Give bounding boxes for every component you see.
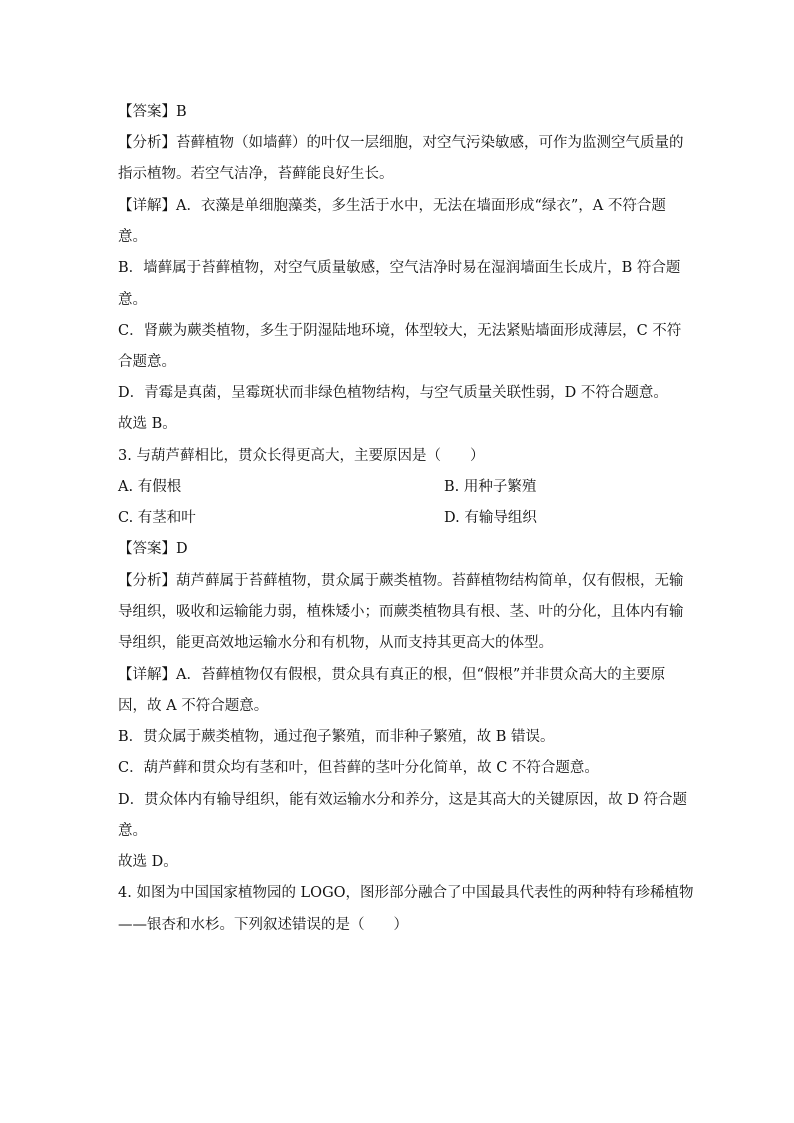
question-4-stem-line2: ——银杏和水杉。下列叙述错误的是（ ） — [118, 917, 408, 933]
detail-q2-c-line2: 合题意。 — [118, 354, 176, 370]
detail-q3-d-line1: D．贯众体内有输导组织，能有效运输水分和养分，这是其高大的关键原因，故 D 符合题 — [118, 792, 687, 808]
conclusion-q2: 故选 B。 — [118, 416, 177, 432]
detail-q2-a-line1: 【详解】A．衣藻是单细胞藻类，多生活于水中，无法在墙面形成“绿衣”，A 不符合题 — [118, 198, 666, 214]
detail-q3-c: C．葫芦藓和贯众均有茎和叶，但苔藓的茎叶分化简单，故 C 不符合题意。 — [118, 760, 599, 776]
detail-q3-d-line2: 意。 — [118, 823, 147, 839]
analysis-q2-line2: 指示植物。若空气洁净，苔藓能良好生长。 — [118, 166, 394, 182]
detail-q3-a-line1: 【详解】A．苔藓植物仅有假根，贯众具有真正的根，但“假根”并非贯众高大的主要原 — [118, 667, 666, 683]
q3-option-c: C. 有茎和叶 — [118, 510, 196, 526]
answer-q3: 【答案】D — [118, 541, 188, 557]
detail-q2-a-line2: 意。 — [118, 229, 147, 245]
conclusion-q3: 故选 D。 — [118, 854, 178, 870]
detail-q2-d: D．青霉是真菌，呈霉斑状而非绿色植物结构，与空气质量关联性弱，D 不符合题意。 — [118, 385, 668, 401]
analysis-q3-line3: 导组织，能更高效地运输水分和有机物，从而支持其更高大的体型。 — [118, 635, 553, 651]
q3-option-b: B. 用种子繁殖 — [444, 479, 537, 495]
analysis-q3-line1: 【分析】葫芦藓属于苔藓植物，贯众属于蕨类植物。苔藓植物结构简单，仅有假根，无输 — [118, 573, 684, 589]
question-3-stem: 3. 与葫芦藓相比，贯众长得更高大，主要原因是（ ） — [118, 448, 485, 464]
question-4-stem-line1: 4. 如图为中国国家植物园的 LOGO，图形部分融合了中国最具代表性的两种特有珍稀植物 — [118, 885, 694, 901]
detail-q2-c-line1: C．肾蕨为蕨类植物，多生于阴湿陆地环境，体型较大，无法紧贴墙面形成薄层，C 不符 — [118, 323, 682, 339]
q3-option-d: D. 有输导组织 — [444, 510, 537, 526]
detail-q2-b-line1: B．墙藓属于苔藓植物，对空气质量敏感，空气洁净时易在湿润墙面生长成片，B 符合题 — [118, 260, 681, 276]
analysis-q3-line2: 导组织，吸收和运输能力弱，植株矮小；而蕨类植物具有根、茎、叶的分化，且体内有输 — [118, 604, 684, 620]
detail-q3-a-line2: 因，故 A 不符合题意。 — [118, 698, 269, 714]
answer-q2: 【答案】B — [118, 104, 187, 120]
detail-q2-b-line2: 意。 — [118, 292, 147, 308]
analysis-q2-line1: 【分析】苔藓植物（如墙藓）的叶仅一层细胞，对空气污染敏感，可作为监测空气质量的 — [118, 135, 684, 151]
detail-q3-b: B．贯众属于蕨类植物，通过孢子繁殖，而非种子繁殖，故 B 错误。 — [118, 729, 555, 745]
q3-option-a: A. 有假根 — [118, 479, 182, 495]
